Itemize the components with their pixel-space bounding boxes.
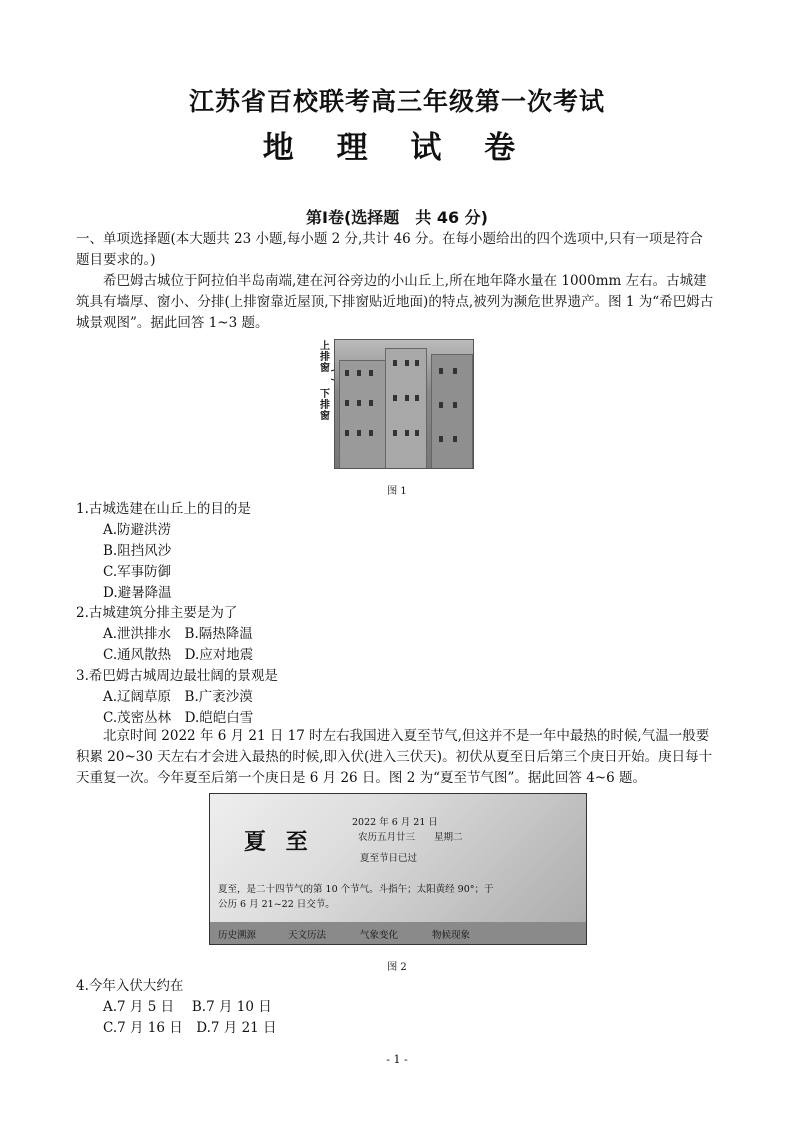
page-number: - 1 - bbox=[386, 1053, 408, 1066]
tab-astronomy[interactable]: 天文历法 bbox=[288, 930, 327, 941]
tab-weather[interactable]: 气象变化 bbox=[360, 930, 399, 941]
q1-option-a: A.防避洪涝 bbox=[103, 522, 172, 538]
q2-options-ab: A.泄洪排水 B.隔热降温 bbox=[103, 626, 253, 642]
question-1: 1.古城选建在山丘上的目的是 bbox=[76, 501, 251, 517]
question-4: 4.今年入伏大约在 bbox=[76, 978, 184, 994]
question-3: 3.希巴姆古城周边最壮阔的景观是 bbox=[76, 668, 278, 684]
term-heading: 夏 至 bbox=[244, 830, 314, 855]
q2-options-cd: C.通风散热 D.应对地震 bbox=[103, 647, 254, 663]
term-description-line-2: 公历 6 月 21~22 日交节。 bbox=[218, 899, 335, 910]
term-lunar-date: 农历五月廿三 bbox=[358, 832, 416, 843]
exam-title: 江苏省百校联考高三年级第一次考试 bbox=[188, 87, 605, 116]
q4-options-ab: A.7 月 5 日 B.7 月 10 日 bbox=[103, 999, 272, 1015]
question-2: 2.古城建筑分排主要是为了 bbox=[76, 605, 238, 621]
figure-1-photo bbox=[317, 339, 472, 467]
q1-option-c: C.军事防御 bbox=[103, 564, 172, 580]
tab-history[interactable]: 历史溯源 bbox=[218, 930, 257, 941]
q3-options-cd: C.茂密丛林 D.皑皑白雪 bbox=[103, 710, 254, 726]
q4-options-cd: C.7 月 16 日 D.7 月 21 日 bbox=[103, 1020, 277, 1036]
label-lower-window: 下排窗 bbox=[320, 389, 330, 422]
term-date: 2022 年 6 月 21 日 bbox=[352, 817, 438, 828]
term-description-line-1: 夏至，是二十四节气的第 10 个节气。斗指午；太阳黄经 90°；于 bbox=[218, 884, 494, 895]
term-weekday: 星期二 bbox=[434, 832, 463, 843]
q1-option-d: D.避暑降温 bbox=[103, 585, 172, 601]
figure-1-caption: 图 1 bbox=[387, 486, 407, 497]
q1-option-b: B.阻挡风沙 bbox=[103, 543, 172, 559]
tab-phenology[interactable]: 物候现象 bbox=[432, 930, 471, 941]
term-status: 夏至节日已过 bbox=[360, 853, 418, 864]
term-tabs bbox=[210, 922, 586, 944]
section-heading: 第Ⅰ卷(选择题 共 46 分) bbox=[306, 208, 488, 227]
subject-title: 地 理 试 卷 bbox=[262, 130, 532, 166]
passage-1: 希巴姆古城位于阿拉伯半岛南端,建在河谷旁边的小山丘上,所在地年降水量在 1000mm 左右。古城建筑具有墙厚、窗小、分排(上排窗靠近屋顶,下排窗贴近地面)的特点,被列为濒危世界遗产。图 1 为“希巴姆古城景观图”。据此回答 1~3 题。 bbox=[76, 273, 714, 331]
q3-options-ab: A.辽阔草原 B.广袤沙漠 bbox=[103, 689, 253, 705]
label-upper-window: 上排窗 bbox=[320, 341, 330, 374]
figure-2-caption: 图 2 bbox=[387, 962, 407, 973]
term-description bbox=[218, 882, 578, 912]
passage-2: 北京时间 2022 年 6 月 21 日 17 时左右我国进入夏至节气,但这并不是一年中最热的时候,气温一般要积累 20~30 天左右才会进入最热的时候,即入伏(进入三伏天)。初伏从夏至日后第三个庚日开始。庚日每十天重复一次。今年夏至后第一个庚日是 6 月 26 日。图 2 为“夏至节气图”。据此回答 4~6 题。 bbox=[76, 728, 713, 786]
instructions: 一、单项选择题(本大题共 23 小题,每小题 2 分,共计 46 分。在每小题给出的四个选项中,只有一项是符合题目要求的。) bbox=[76, 231, 703, 268]
figure-2-solar-term-card bbox=[209, 793, 587, 945]
city-buildings-image bbox=[334, 339, 474, 469]
